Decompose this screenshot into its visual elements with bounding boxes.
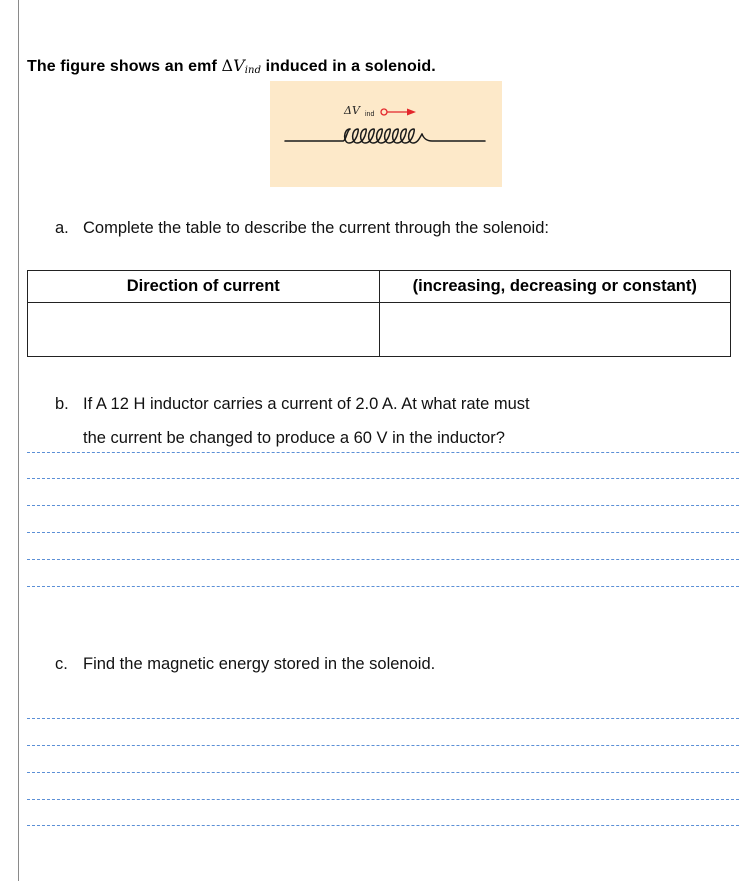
answer-line-b[interactable] [27, 478, 739, 479]
question-b-line2: the current be changed to produce a 60 V in the inductor? [83, 429, 505, 447]
intro-statement [27, 56, 436, 76]
answer-cell-change[interactable] [379, 303, 731, 357]
emf-arrow-icon [381, 109, 416, 116]
answer-line-b[interactable] [27, 586, 739, 587]
question-b-line1: If A 12 H inductor carries a current of 2.0 A. At what rate must [83, 395, 530, 413]
emf-symbol: $\Delta V_{ind}$ [221, 56, 262, 76]
question-a [55, 219, 549, 238]
answer-line-b[interactable] [27, 452, 739, 453]
page-margin-rule [18, 0, 19, 881]
question-a-text: Complete the table to describe the current through the solenoid: [83, 219, 549, 237]
answer-cell-direction[interactable] [28, 303, 380, 357]
solenoid-coil-icon [285, 129, 485, 143]
figure-emf-subscript: ind [365, 111, 375, 118]
answer-line-c[interactable] [27, 745, 739, 746]
table-answer-row [28, 303, 731, 357]
intro-suffix: induced in a solenoid. [261, 58, 436, 75]
question-a-letter: a. [55, 219, 69, 237]
answer-line-b[interactable] [27, 559, 739, 560]
answer-line-c[interactable] [27, 799, 739, 800]
question-c-letter: c. [55, 655, 68, 673]
header-change: (increasing, decreasing or constant) [379, 271, 731, 303]
header-direction: Direction of current [28, 271, 380, 303]
answer-line-c[interactable] [27, 772, 739, 773]
question-c [55, 655, 435, 674]
table-header-row [28, 271, 731, 303]
question-b [55, 387, 530, 455]
answer-line-c[interactable] [27, 825, 739, 826]
figure-emf-label: ΔV [344, 104, 360, 117]
answer-line-b[interactable] [27, 505, 739, 506]
intro-prefix: The figure shows an emf [27, 58, 222, 75]
answer-line-b[interactable] [27, 532, 739, 533]
answer-table [27, 270, 731, 357]
question-b-letter: b. [55, 395, 69, 413]
question-c-text: Find the magnetic energy stored in the solenoid. [83, 655, 436, 673]
answer-line-c[interactable] [27, 718, 739, 719]
solenoid-figure [270, 81, 502, 187]
